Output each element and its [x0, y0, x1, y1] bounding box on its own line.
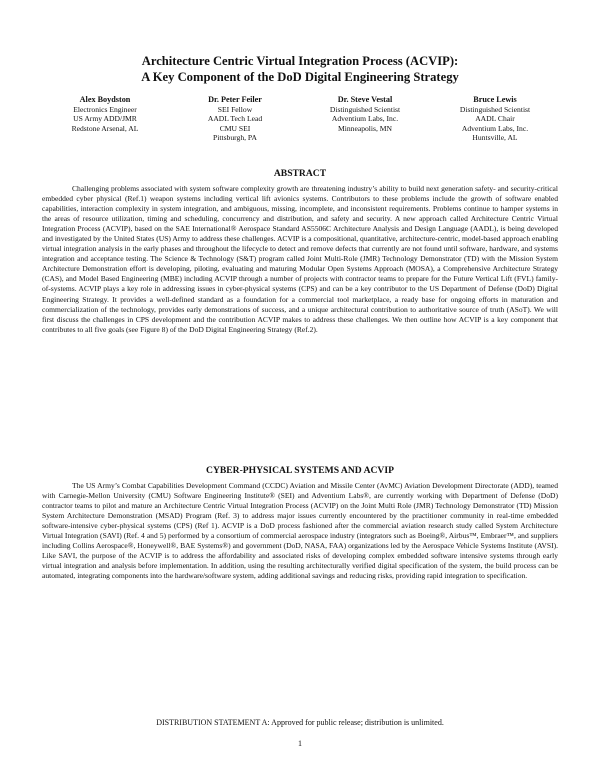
title-line-1: Architecture Centric Virtual Integration Process (ACVIP):: [141, 54, 459, 68]
abstract-heading: ABSTRACT: [273, 168, 327, 179]
author-1: [45, 95, 165, 143]
author-2: [175, 95, 295, 143]
author-name: Dr. Peter Feiler: [208, 95, 262, 104]
author-affiliation-line: CMU SEI: [219, 123, 251, 133]
author-affiliation-line: Redstone Arsenal, AL: [71, 123, 139, 133]
author-affiliation-line: AADL Chair: [475, 114, 515, 124]
author-name: Bruce Lewis: [473, 95, 517, 104]
author-affiliation-line: Electronics Engineer: [73, 104, 137, 114]
section-heading-cps: CYBER-PHYSICAL SYSTEMS AND ACVIP: [206, 465, 394, 476]
author-4: [435, 95, 555, 143]
author-3: [305, 95, 425, 143]
section-text-cps: The US Army’s Combat Capabilities Development Command (CCDC) Aviation and Missile Center (AvMC) Aviation Development Directorate (ADD), teamed with Carnegie-Mellon University (CMU) Software Engineering Institute® (SEI) and Adventium Labs®, are currently working with Department of Defense (DoD) contractor teams to pilot and mature an Architecture Centric Virtual Integration Process (ACVIP) on the Joint Multi Role (JMR) Technology Demonstrator (TD) Mission System Architecture Demonstration (MSAD) Program (Ref. 3) to address major issues currently encountered by the practitioner community in real-time embedded software-intensive cyber-physical systems (CPS) (Ref 1). ACVIP is a DoD process fashioned after the commercial aviation research study called System Architecture Virtual Integration (SAVI) (Ref. 4 and 5) performed by a consortium of commercial aerospace industry (integrators such as Boeing®, Airbus™, Embraer™, and suppliers including Collins Aerospace®, Honeywell®, BAE Systems®) and government (DoD, NASA, FAA) organizations led by the Aerospace Vehicle Systems Institute (AVSI). Like SAVI, the purpose of the ACVIP is to address the affordability and associated risks of developing complex embedded software intensive systems through early virtual integration and analysis before implementation. In addition, using the resulting architecturally verified digital specification of the system, the build process can be automated, integrating components into the hardware/software system, adding additional savings and reducing risks, providing rapid integration to specification.: [42, 481, 558, 581]
author-affiliation-line: AADL Tech Lead: [207, 114, 263, 124]
author-block: [40, 95, 560, 143]
author-affiliation-line: US Army ADD/JMR: [73, 114, 137, 124]
author-name: Alex Boydston: [79, 95, 131, 104]
abstract-text: Challenging problems associated with system software complexity growth are threatening industry’s ability to build next generation safety- and security-critical embedded cyber physical (Ref.1) weapon systems including vertical lift avionics systems. Contributors to these problems include the growth of software enabled capabilities, interaction complexity in system integration, and ambiguous, missing, incomplete, and inconsistent requirements. Problems continue to hamper systems in the areas of resource utilization, timing and scheduling, concurrency and distribution, and safety and security. A new approach called Architecture Centric Virtual Integration Process (ACVIP), based on the SAE International® Aerospace Standard AS5506C Architecture Analysis and Design Language (AADL), is being developed and investigated by the United States (US) Army to address these challenges. ACVIP is a compositional, quantitative, architecture-centric, model-based approach enabling virtual integration analysis in the early phases and throughout the lifecycle to detect and remove defects that currently are not found until software, hardware, and systems integration and acceptance testing. The Science & Technology (S&T) program called Joint Multi-Role (JMR) Technology Demonstrator (TD) with the Mission System Architecture Demonstration effort is developing, piloting, evaluating and maturing Modular Open Systems Approach (MOSA), a Comprehensive Architecture Strategy (CAS), and Model Based Engineering (MBE) including ACVIP through a number of projects with contractor teams to prepare for the Future Vertical Lift (FVL) family-of-systems. ACVIP plays a key role in addressing issues in cyber-physical systems (CPS) and can be a key contributor to the US Department of Defense (DoD) Digital Engineering Strategy. It provides a well-defined standard as a foundation for a commercial tool marketplace, a ready base for ongoing efforts in maturation and commercialization of the technology, provides early demonstrations of success, and a unique architectural contribution to authoritative source of truth (ASoT). We will first discuss the challenges in CPS development and the contribution ACVIP makes to address these challenges. We then outline how ACVIP is a key component that contributes to all five goals (see Figure 8) of the DoD Digital Engineering Strategy (Ref.2).: [42, 184, 558, 334]
author-name: Dr. Steve Vestal: [337, 95, 393, 104]
author-affiliation-line: Distinguished Scientist: [329, 104, 401, 114]
page-number: 1: [298, 739, 302, 748]
author-affiliation-line: Distinguished Scientist: [459, 104, 531, 114]
author-affiliation-line: Huntsville, AL: [472, 133, 518, 143]
author-affiliation-line: Adventium Labs, Inc.: [331, 114, 399, 124]
title-line-2: A Key Component of the DoD Digital Engineering Strategy: [141, 69, 459, 84]
author-affiliation-line: Pittsburgh, PA: [213, 133, 257, 143]
distribution-statement: DISTRIBUTION STATEMENT A: Approved for public release; distribution is unlimited.: [156, 718, 444, 727]
paper-title: [40, 54, 560, 85]
author-affiliation-line: SEI Fellow: [217, 104, 253, 114]
author-affiliation-line: Adventium Labs, Inc.: [461, 123, 529, 133]
author-affiliation-line: Minneapolis, MN: [338, 123, 392, 133]
